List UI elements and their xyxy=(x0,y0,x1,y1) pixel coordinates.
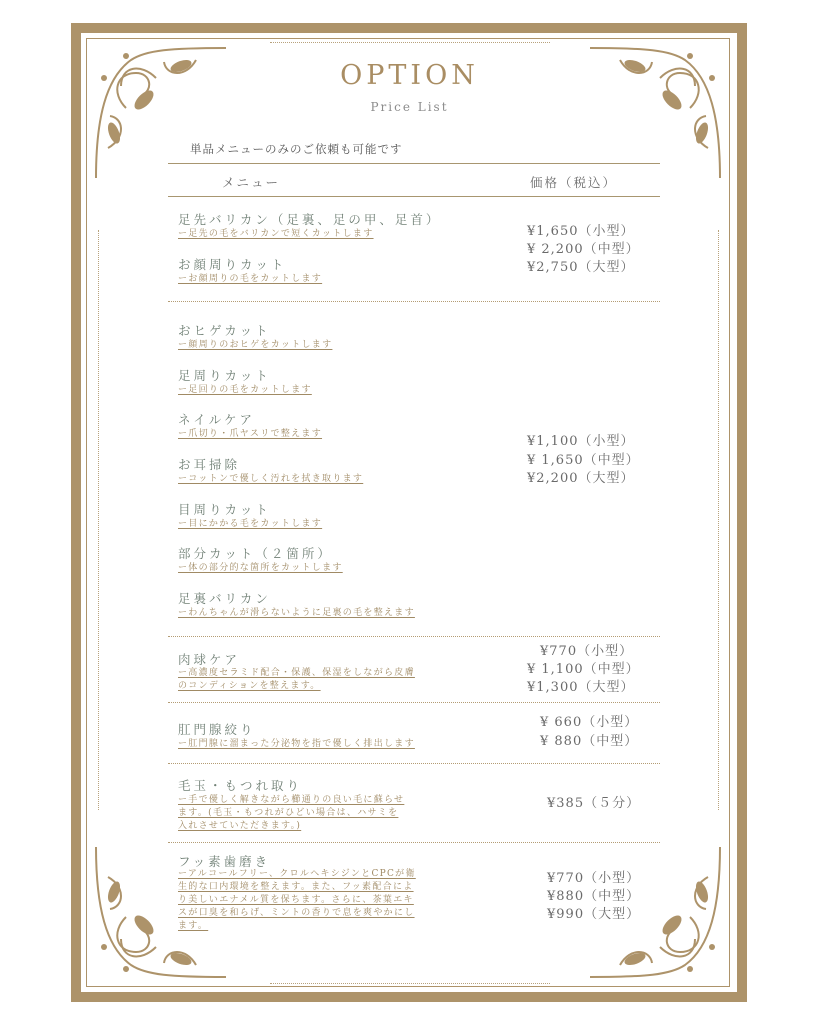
price-line: ¥770（小型） xyxy=(547,871,641,886)
price-line: ¥ 1,650（中型） xyxy=(527,453,640,468)
section-divider xyxy=(168,842,660,843)
menu-item-description: ー爪切り・爪ヤスリで整えます xyxy=(178,429,323,439)
page-subtitle: Price List xyxy=(370,100,449,114)
menu-item-description: のコンディションを整えます。 xyxy=(178,681,321,691)
menu-item-description: ー肛門腺に溜まった分泌物を指で優しく排出します xyxy=(178,739,415,749)
price-line: ¥990（大型） xyxy=(547,907,641,922)
price-line: ¥ 1,100（中型） xyxy=(527,662,640,677)
menu-item-description: ー目にかかる毛をカットします xyxy=(178,519,323,529)
header-rule-bottom xyxy=(168,196,660,197)
menu-item-description: ー手で優しく解きながら櫛通りの良い毛に蘇らせ xyxy=(178,795,405,805)
price-line: ¥1,100（小型） xyxy=(527,434,635,449)
menu-item-name: お耳掃除 xyxy=(178,457,241,472)
menu-item-name: おヒゲカット xyxy=(178,323,271,338)
section-divider xyxy=(168,301,660,302)
menu-item-description: 入れさせていただきます。) xyxy=(178,821,302,831)
menu-item-name: ネイルケア xyxy=(178,412,256,427)
menu-item-description: ー高濃度セラミド配合・保護、保湿をしながら皮膚 xyxy=(178,668,415,678)
menu-item-name: 肛門腺絞り xyxy=(178,722,256,737)
menu-item-description: り美しいエナメル質を保ちます。さらに、茶葉エキ xyxy=(178,895,414,905)
menu-item-name: 足先バリカン（足裏、足の甲、足首） xyxy=(178,212,442,227)
price-line: ¥1,300（大型） xyxy=(527,680,635,695)
menu-item-name: 肉球ケア xyxy=(178,652,241,667)
price-line: ¥880（中型） xyxy=(547,889,641,904)
menu-item-name: 足周りカット xyxy=(178,368,271,383)
price-line: ¥770（小型） xyxy=(540,644,634,659)
section-divider xyxy=(168,636,660,637)
column-header-price: 価格（税込） xyxy=(530,175,618,190)
menu-item-name: 毛玉・もつれ取り xyxy=(178,778,303,793)
frame-dotted-bottom xyxy=(270,983,550,984)
menu-item-description: ー顔周りのおヒゲをカットします xyxy=(178,340,333,350)
menu-item-name: フッ素歯磨き xyxy=(178,854,271,869)
frame-dotted-right xyxy=(718,230,719,810)
menu-item-description: ーわんちゃんが滑らないように足裏の毛を整えます xyxy=(178,608,415,618)
menu-item-description: ー足先の毛をバリカンで短くカットします xyxy=(178,229,374,239)
price-line: ¥ 660（小型） xyxy=(540,715,639,730)
menu-item-description: スが口臭を和らげ、ミントの香りで息を爽やかにし xyxy=(178,908,415,918)
frame-dotted-top xyxy=(270,42,550,43)
menu-item-description: 生的な口内環境を整えます。また、フッ素配合によ xyxy=(178,882,414,892)
menu-note: 単品メニューのみのご依頼も可能です xyxy=(190,142,403,156)
menu-item-description: ーお顔周りの毛をカットします xyxy=(178,274,323,284)
menu-item-description: ます。(毛玉・もつれがひどい場合は、ハサミを xyxy=(178,808,399,818)
menu-item-description: ーコットンで優しく汚れを拭き取ります xyxy=(178,474,364,484)
frame-dotted-left xyxy=(98,230,99,810)
menu-item-name: 部分カット（２箇所） xyxy=(178,546,333,561)
menu-item-name: 足裏バリカン xyxy=(178,591,271,606)
menu-item-description: ーアルコールフリー、クロルヘキシジンとCPCが衛 xyxy=(178,869,416,879)
header-rule-top xyxy=(168,163,660,164)
price-line: ¥1,650（小型） xyxy=(527,224,635,239)
menu-item-name: お顔周りカット xyxy=(178,257,287,272)
page-title: OPTION xyxy=(340,60,479,91)
section-divider xyxy=(168,702,660,703)
menu-item-description: ー体の部分的な箇所をカットします xyxy=(178,563,343,573)
price-line: ¥2,200（大型） xyxy=(527,471,635,486)
section-divider xyxy=(168,763,660,764)
menu-item-description: ます。 xyxy=(178,921,209,931)
price-line: ¥ 2,200（中型） xyxy=(527,242,640,257)
column-header-menu: メニュー xyxy=(222,175,281,190)
menu-item-name: 目周りカット xyxy=(178,502,271,517)
menu-item-description: ー足回りの毛をカットします xyxy=(178,385,312,395)
price-line: ¥ 880（中型） xyxy=(540,734,639,749)
price-line: ¥385（５分） xyxy=(547,796,641,811)
price-line: ¥2,750（大型） xyxy=(527,260,635,275)
